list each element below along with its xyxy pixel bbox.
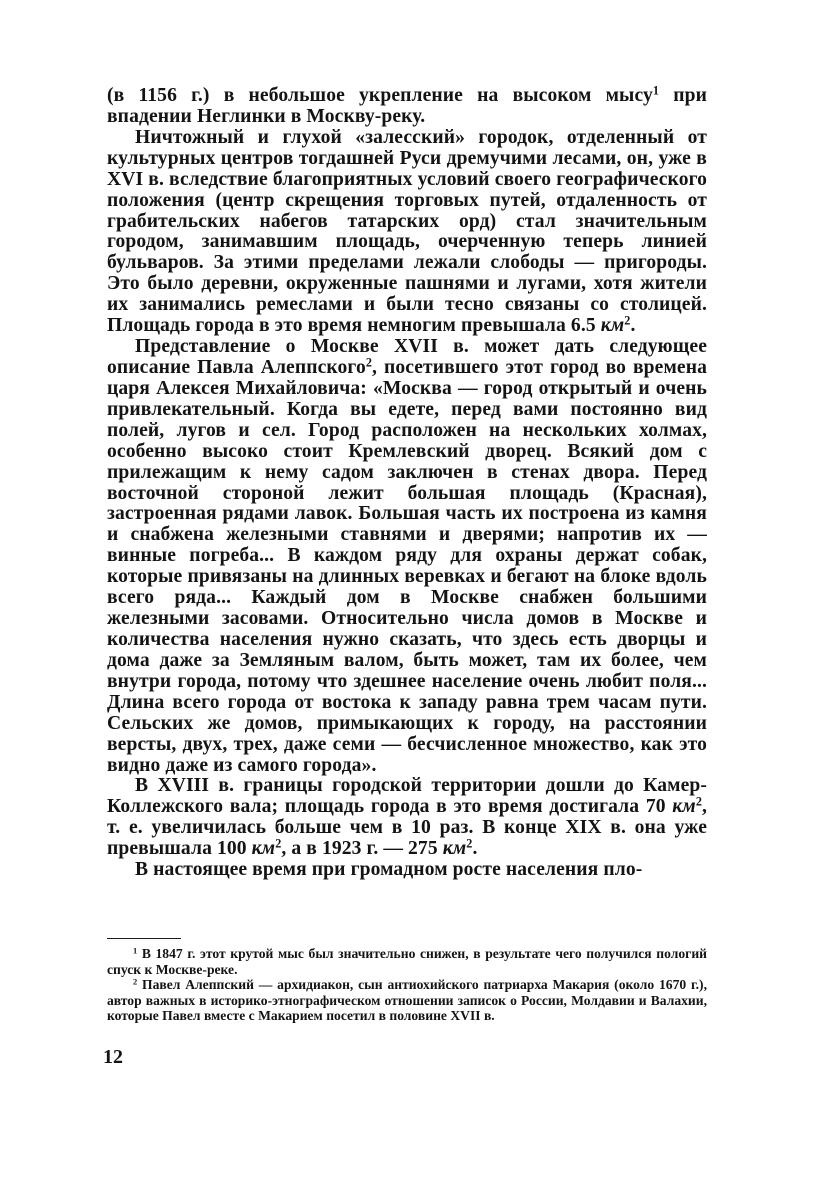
text-run: В XVIII в. границы городской территории дошли до Камер-Коллежского вала; площадь города в это время достигала 70 (107, 775, 707, 818)
footnote (107, 946, 707, 977)
footnotes (107, 946, 707, 1024)
footnote-marker: 2 (695, 794, 702, 809)
text-run: В настоящее время при громадном росте населения пло- (135, 859, 643, 881)
text-run: км (600, 315, 625, 337)
paragraph (107, 776, 707, 860)
footnote-marker: 1 (652, 83, 660, 98)
footnote (107, 977, 707, 1024)
text-run: Ничтожный и глухой «залесский» городок, отделенный от культурных центров тогдашней Руси дремучими лесами, он, уже в XVI в. вследствие благоприятных условий своего географического положения (центр скрещения торговых путей, отдаленность от грабительских набегов татарских орд) стал значительным городом, занимавшим площадь, очерченную теперь линией бульваров. За этими пределами лежали слободы — пригороды. Это было деревни, окруженные пашнями и лугами, хотя жители их занимались ремеслами и были тесно связаны со столицей. Площадь города в это время немногим превышала 6.5 (107, 126, 707, 337)
footnote-number: 2 (133, 976, 138, 987)
text-run: км (251, 838, 276, 860)
page-number: 12 (103, 1046, 123, 1068)
footnote-text: В 1847 г. этот крутой мыс был значительно снижен, в результате чего получился пологий спуск к Москве-реке. (107, 946, 707, 977)
text-run: км (442, 838, 467, 860)
text-run: , а в 1923 г. — 275 (281, 838, 443, 860)
text-run: (в 1156 г.) в небольшое укрепление на высоком мысу (107, 85, 653, 106)
main-text (107, 83, 708, 881)
paragraph (107, 860, 707, 881)
text-run: при впадении Неглинки в Москву-реку. (107, 85, 707, 127)
text-run: км (672, 796, 696, 818)
text-run: , т. е. увеличилась больше чем в 10 раз. В конце XIX в. она уже превышала 100 (107, 796, 707, 860)
text-run: , посетившего этот город во времена царя Алексея Михайловича: «Москва — город открытый и очень привлекательный. Когда вы едете, перед вами постоянно вид полей, лугов и сел. Город расположен на нескольких холмах, особенно высоко стоит Кремлевский дворец. Всякий дом с прилежащим к нему садом заключен в стенах двора. Перед восточной стороной лежит большая площадь (Красная), застроенная рядами лавок. Большая часть их построена из камня и снабжена железными ставнями и дверями; напротив их — винные погреба... В каждом ряду для охраны держат собак, которые привязаны на длинных веревках и бегают на блоке вдоль всего ряда... Каждый дом в Москве снабжен большими железными засовами. Относительно числа домов в Москве и количества населения нужно сказать, что здесь есть дворцы и дома даже за Земляным валом, быть может, там их более, чем внутри города, потому что здешнее население очень любит поля... Длина всего города от востока к западу равна трем часам пути. Сельских же домов, примыкающих к городу, на расстоянии версты, двух, трех, даже семи — бесчисленное множество, как это видно даже из самого города». (107, 356, 708, 776)
paragraph (107, 128, 707, 337)
footnote-text: Павел Алеппский — архидиакон, сын антиохийского патриарха Макария (около 1670 г.), автор важных в историко-этнографическом отношении записок о России, Молдавии и Валахии, которые Павел вместе с Макарием посетил в половине XVII в. (107, 977, 707, 1024)
footnote-marker: 2 (365, 355, 373, 370)
footnote-divider (107, 938, 181, 939)
paragraph (107, 83, 707, 128)
footnote-marker: 2 (466, 836, 473, 851)
footnote-marker: 2 (275, 836, 282, 851)
footnote-marker: 2 (624, 313, 631, 328)
text-run: . (472, 838, 478, 860)
text-run: . (630, 315, 636, 337)
footnote-number: 1 (133, 945, 138, 956)
text-run: Представление о Москве XVII в. может дать следующее описание Павла Алеппского (107, 336, 707, 378)
paragraph (107, 337, 707, 776)
